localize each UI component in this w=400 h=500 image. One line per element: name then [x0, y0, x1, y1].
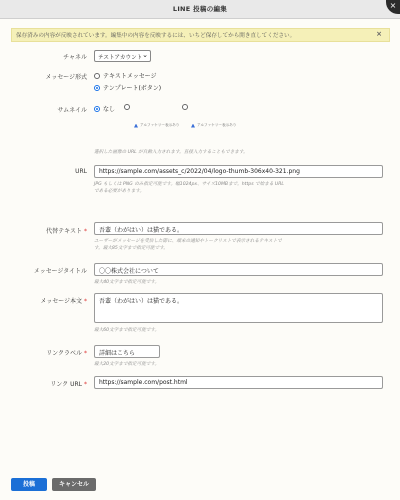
info-notice: [11, 28, 390, 42]
alt-text-label-text: 代替テキスト: [46, 228, 82, 235]
window-titlebar: [0, 0, 400, 19]
link-label-help: 最大20文字まで指定可能です。: [94, 362, 160, 367]
url-help-line2: である必要があります。: [94, 189, 145, 194]
submit-button[interactable]: 投稿: [11, 478, 47, 491]
required-mark: *: [84, 298, 87, 305]
thumbnail-option-2[interactable]: [182, 104, 191, 110]
channel-label: チャネル: [63, 54, 87, 61]
thumbnail-caption-2: [191, 123, 236, 128]
required-mark: *: [84, 381, 87, 388]
thumbnail-option-1[interactable]: [124, 104, 133, 110]
message-body-label-text: メッセージ本文: [40, 298, 82, 305]
thumbnail-label: サムネイル: [57, 107, 87, 114]
required-mark: *: [84, 228, 87, 235]
channel-select[interactable]: [94, 50, 151, 62]
url-input[interactable]: https://sample.com/assets_c/2022/04/logo-thumb-306x40-321.png: [94, 165, 383, 178]
message-body-label: [7, 296, 87, 305]
alt-text-label: [7, 226, 87, 235]
alt-text-help-line1: ユーザーがメッセージを受信した際に、端末の通知やトークリストで表示されるテキストで: [94, 239, 282, 244]
thumbnail-option-none-label: なし: [103, 106, 116, 113]
message-format-label: メッセージ形式: [45, 74, 87, 81]
link-label-label-text: リンクラベル: [46, 350, 82, 357]
format-option-template[interactable]: [94, 83, 161, 92]
link-label-label: [7, 348, 87, 357]
format-option-text[interactable]: [94, 71, 156, 80]
message-title-label: メッセージタイトル: [33, 268, 87, 275]
alt-text-help-line2: す。最大85文字まで指定可能です。: [94, 246, 169, 251]
radio-template-button[interactable]: [94, 85, 100, 91]
image-icon: [134, 124, 138, 128]
notice-text: 保存済みの内容が反映されています。編集中の内容を反映するには、いちど保存してから開き直してください。: [16, 33, 296, 39]
thumbnail-option-none[interactable]: [94, 104, 115, 113]
format-option-text-label: テキストメッセージ: [103, 73, 157, 80]
message-title-input[interactable]: 〇〇株式会社について: [94, 263, 383, 276]
message-body-help: 最大60文字まで指定可能です。: [94, 328, 160, 333]
url-help-line1: JPG もしくは PNG のみ指定可能です。幅1024px、サイズ10MBまで。https で始まる URL: [94, 182, 284, 187]
channel-select-value: テストアカウント: [98, 55, 143, 61]
message-body-textarea[interactable]: 吾輩（わがはい）は猫である。: [94, 293, 383, 323]
thumbnail-caption-1: [134, 123, 179, 128]
thumbnail-caption-2-text: アルファケリー表示あり: [197, 123, 237, 127]
radio-thumbnail-none[interactable]: [94, 106, 100, 112]
radio-thumbnail-2[interactable]: [182, 104, 188, 110]
alt-text-input[interactable]: 吾輩（わがはい）は猫である。: [94, 222, 383, 235]
url-label: URL: [75, 168, 87, 175]
cancel-button[interactable]: キャンセル: [52, 478, 96, 491]
window-title: LINE 投稿の編集: [172, 5, 228, 13]
notice-close-icon[interactable]: ×: [376, 30, 382, 38]
radio-thumbnail-1[interactable]: [124, 104, 130, 110]
thumbnail-caption-1-text: アルファケリー表示あり: [140, 123, 180, 127]
image-icon: [191, 124, 195, 128]
radio-text-message[interactable]: [94, 73, 100, 79]
link-label-input[interactable]: 詳細はこちら: [94, 345, 160, 358]
close-icon[interactable]: ×: [386, 0, 400, 14]
thumbnail-help: 選択した画像の URL が自動入力されます。直接入力することもできます。: [94, 150, 248, 155]
link-url-label: [7, 379, 87, 388]
chevron-down-icon: ⌄: [142, 51, 148, 59]
link-url-input[interactable]: https://sample.com/post.html: [94, 376, 383, 389]
message-title-help: 最大40文字まで指定可能です。: [94, 280, 160, 285]
link-url-label-text: リンク URL: [50, 381, 82, 388]
format-option-template-label: テンプレート(ボタン): [103, 85, 162, 92]
required-mark: *: [84, 350, 87, 357]
